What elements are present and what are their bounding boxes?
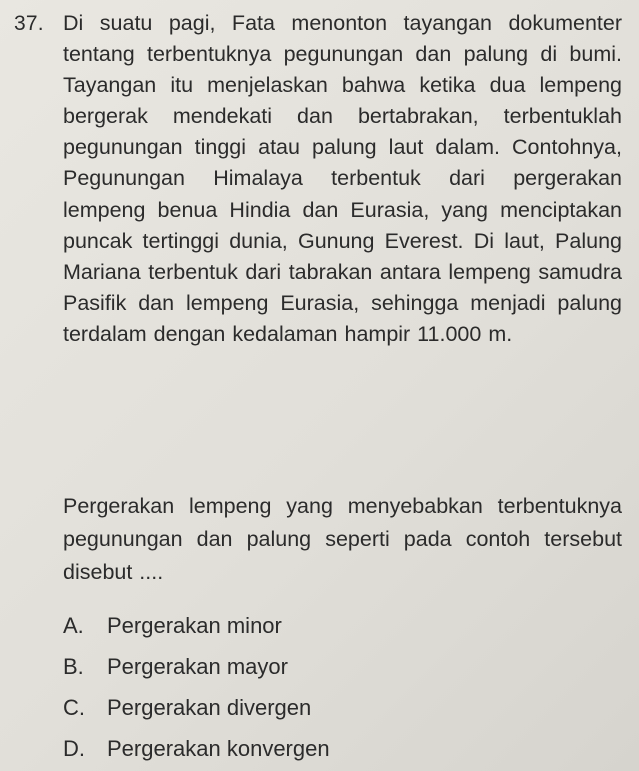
option-letter: C. — [63, 695, 85, 720]
option-text: Pergerakan minor — [107, 613, 282, 638]
option-letter: B. — [63, 654, 84, 679]
question-prompt: Pergerakan lempeng yang menyebabkan terbentuknya pegunungan dan palung seperti pada contoh tersebut disebut .... — [63, 494, 622, 584]
option-letter: A. — [63, 613, 84, 638]
option-b[interactable] — [63, 646, 622, 687]
option-d[interactable] — [63, 728, 622, 769]
option-a[interactable] — [63, 605, 622, 646]
option-text: Pergerakan mayor — [107, 654, 288, 679]
question-number: 37. — [14, 12, 44, 35]
option-c[interactable] — [63, 687, 622, 728]
question-paragraph: Di suatu pagi, Fata menonton tayangan dokumenter tentang terbentuknya pegunungan dan palung di bumi. Tayangan itu menjelaskan bahwa ketika dua lempeng bergerak mendekati dan bertabrakan, terbentuklah pegunungan tinggi atau palung laut dalam. Contohnya, Pegunungan Himalaya terbentuk dari pergerakan lempeng benua Hindia dan Eurasia, yang menciptakan puncak tertinggi dunia, Gunung Everest. Di laut, Palung Mariana terbentuk dari tabrakan antara lempeng samudra Pasifik dan lempeng Eurasia, sehingga menjadi palung terdalam dengan kedalaman hampir 11.000 m. — [63, 11, 622, 346]
option-text: Pergerakan konvergen — [107, 736, 330, 761]
answer-options — [63, 605, 622, 769]
option-letter: D. — [63, 736, 85, 761]
option-text: Pergerakan divergen — [107, 695, 312, 720]
